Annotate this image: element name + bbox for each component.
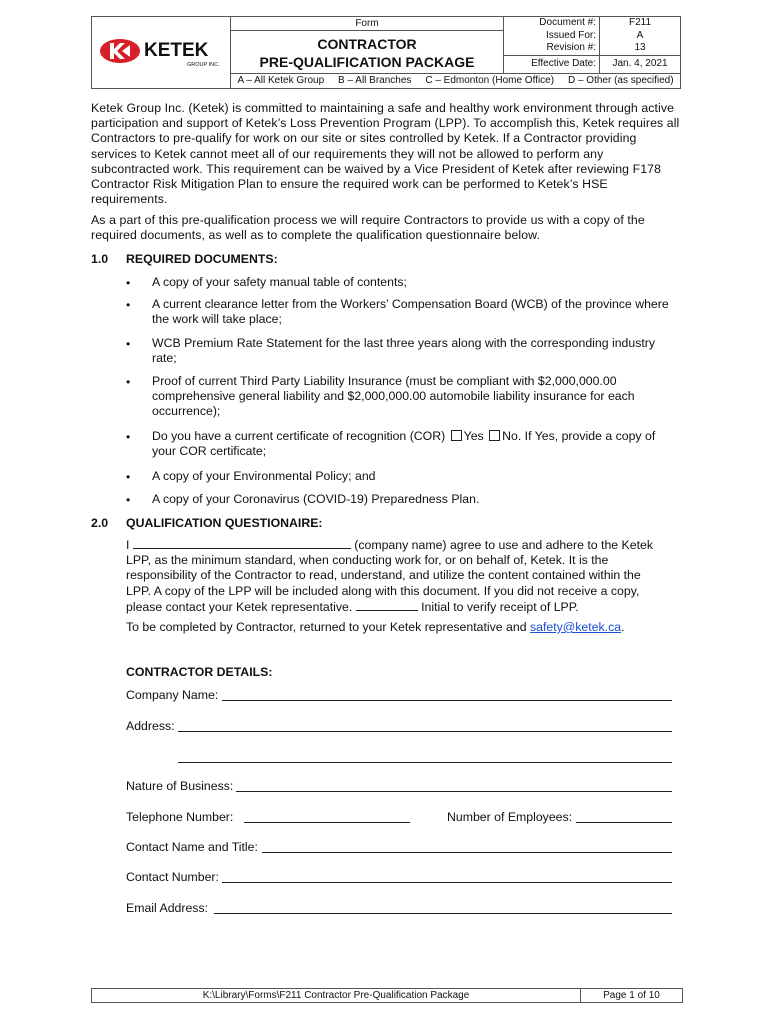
meta-value-issued: A <box>600 30 681 43</box>
intro-paragraph-2: As a part of this pre-qualification process we will require Contractors to provide us with a copy of the required documents, as well as to complete the qualification questionnaire below. <box>91 213 645 243</box>
meta-value-document: F211 <box>600 17 681 30</box>
form-title-cell <box>231 17 504 74</box>
form-title-line2: PRE-QUALIFICATION PACKAGE <box>259 54 475 71</box>
safety-email-link[interactable]: safety@ketek.ca <box>529 620 622 634</box>
contact-number-field[interactable] <box>222 871 672 883</box>
section2-title: QUALIFICATION QUESTIONAIRE: <box>126 516 323 530</box>
meta-label-effective: Effective Date: <box>504 55 600 73</box>
nature-of-business-label: Nature of Business: <box>126 779 234 793</box>
footer <box>91 988 683 1003</box>
return-instructions: To be completed by Contractor, returned to your Ketek representative and safety@ketek.ca. <box>126 620 625 634</box>
bullet-icon: • <box>126 276 131 290</box>
section2-number: 2.0 <box>91 516 109 530</box>
form-title-line1: CONTRACTOR <box>317 36 417 53</box>
company-name-field[interactable] <box>222 689 672 701</box>
company-name-agreement-field[interactable] <box>133 537 351 549</box>
required-doc-5: A copy of your Environmental Policy; and <box>152 469 376 483</box>
bullet-icon: • <box>126 470 131 484</box>
logo-cell <box>92 17 231 89</box>
questionnaire-paragraph: I (company name) agree to use and adhere to the Ketek LPP, as the minimum standard, when conducting work for, or on behalf of, Ketek. It is the responsibility of the Contractor to read, understand, and utilize the content contained within the LPP. A copy of the LPP will be included along with this document. If you did not receive a copy, please contact your Ketek representative. Initial to verify receipt of LPP. <box>126 538 653 614</box>
meta-label-issued: Issued For: <box>504 30 600 43</box>
address-field-line1[interactable] <box>178 720 672 732</box>
address-label: Address: <box>126 719 175 733</box>
section1-number: 1.0 <box>91 252 109 266</box>
cor-yes-checkbox[interactable] <box>451 430 462 441</box>
meta-value-effective: Jan. 4, 2021 <box>600 55 681 73</box>
meta-value-revision: 13 <box>600 42 681 55</box>
bullet-icon: • <box>126 493 131 507</box>
required-doc-cor: Do you have a current certificate of recognition (COR) Yes No. If Yes, provide a copy of your COR certificate; <box>152 429 656 459</box>
form-label: Form <box>231 18 503 31</box>
bullet-icon: • <box>126 337 131 351</box>
required-doc-1: A copy of your safety manual table of contents; <box>152 275 407 289</box>
lpp-initial-field[interactable] <box>356 599 418 611</box>
required-doc-4: Proof of current Third Party Liability Insurance (must be compliant with $2,000,000.00 comprehensive general liability and $2,000,000.00 automobile liability insurance for each occurrence); <box>152 374 635 419</box>
contact-name-field[interactable] <box>262 841 672 853</box>
employees-label: Number of Employees: <box>447 810 573 824</box>
telephone-label: Telephone Number: <box>126 810 234 824</box>
email-field[interactable] <box>214 902 672 914</box>
meta-label-document: Document #: <box>504 17 600 30</box>
intro-paragraph-1: Ketek Group Inc. (Ketek) is committed to maintaining a safe and healthy work environment through active participation and support of Ketek’s Loss Prevention Program (LPP). To accomplish this, Ketek requires all Contractors to pre-qualify for work on our site or sites controlled by Ketek. If a Contractor providing services to Ketek cannot meet all of our requirements they will not be allowed to perform any subcontracted work. This requirement can be waived by a Vice President of Ketek after reviewing F178 Contractor Risk Mitigation Plan to ensure the required work can be performed to Ketek’s HSE requirements. <box>91 101 680 207</box>
required-doc-6: A copy of your Coronavirus (COVID-19) Preparedness Plan. <box>152 492 480 506</box>
cor-no-label: No. If Yes, provide a copy of your COR certificate; <box>152 429 656 459</box>
company-name-label: Company Name: <box>126 688 219 702</box>
telephone-field[interactable] <box>244 811 410 823</box>
footer-page-number: Page 1 of 10 <box>603 990 660 1001</box>
email-label: Email Address: <box>126 901 209 915</box>
footer-path: K:\Library\Forms\F211 Contractor Pre-Qualification Package <box>92 989 581 1002</box>
header-table <box>91 16 681 89</box>
branches-row: A – All Ketek Group B – All Branches C – Edmonton (Home Office) D – Other (as specified) <box>231 73 681 88</box>
cor-yes-label: Yes <box>463 429 484 443</box>
cor-no-checkbox[interactable] <box>489 430 500 441</box>
contact-name-label: Contact Name and Title: <box>126 840 258 854</box>
employees-field[interactable] <box>576 811 672 823</box>
svg-text:KETEK: KETEK <box>144 39 209 61</box>
bullet-icon: • <box>126 430 131 444</box>
bullet-icon: • <box>126 375 131 389</box>
svg-text:GROUP INC.: GROUP INC. <box>187 61 220 68</box>
contractor-details-heading: CONTRACTOR DETAILS: <box>126 665 273 679</box>
meta-label-revision: Revision #: <box>504 42 600 55</box>
required-doc-3: WCB Premium Rate Statement for the last three years along with the corresponding industry rate; <box>152 336 656 366</box>
contact-number-label: Contact Number: <box>126 870 219 884</box>
required-doc-2: A current clearance letter from the Workers’ Compensation Board (WCB) of the province where the work will take place; <box>152 297 669 327</box>
bullet-icon: • <box>126 298 131 312</box>
section1-title: REQUIRED DOCUMENTS: <box>126 252 278 266</box>
ketek-logo-icon <box>92 26 228 76</box>
nature-of-business-field[interactable] <box>236 780 672 792</box>
address-field-line2[interactable] <box>178 751 672 763</box>
